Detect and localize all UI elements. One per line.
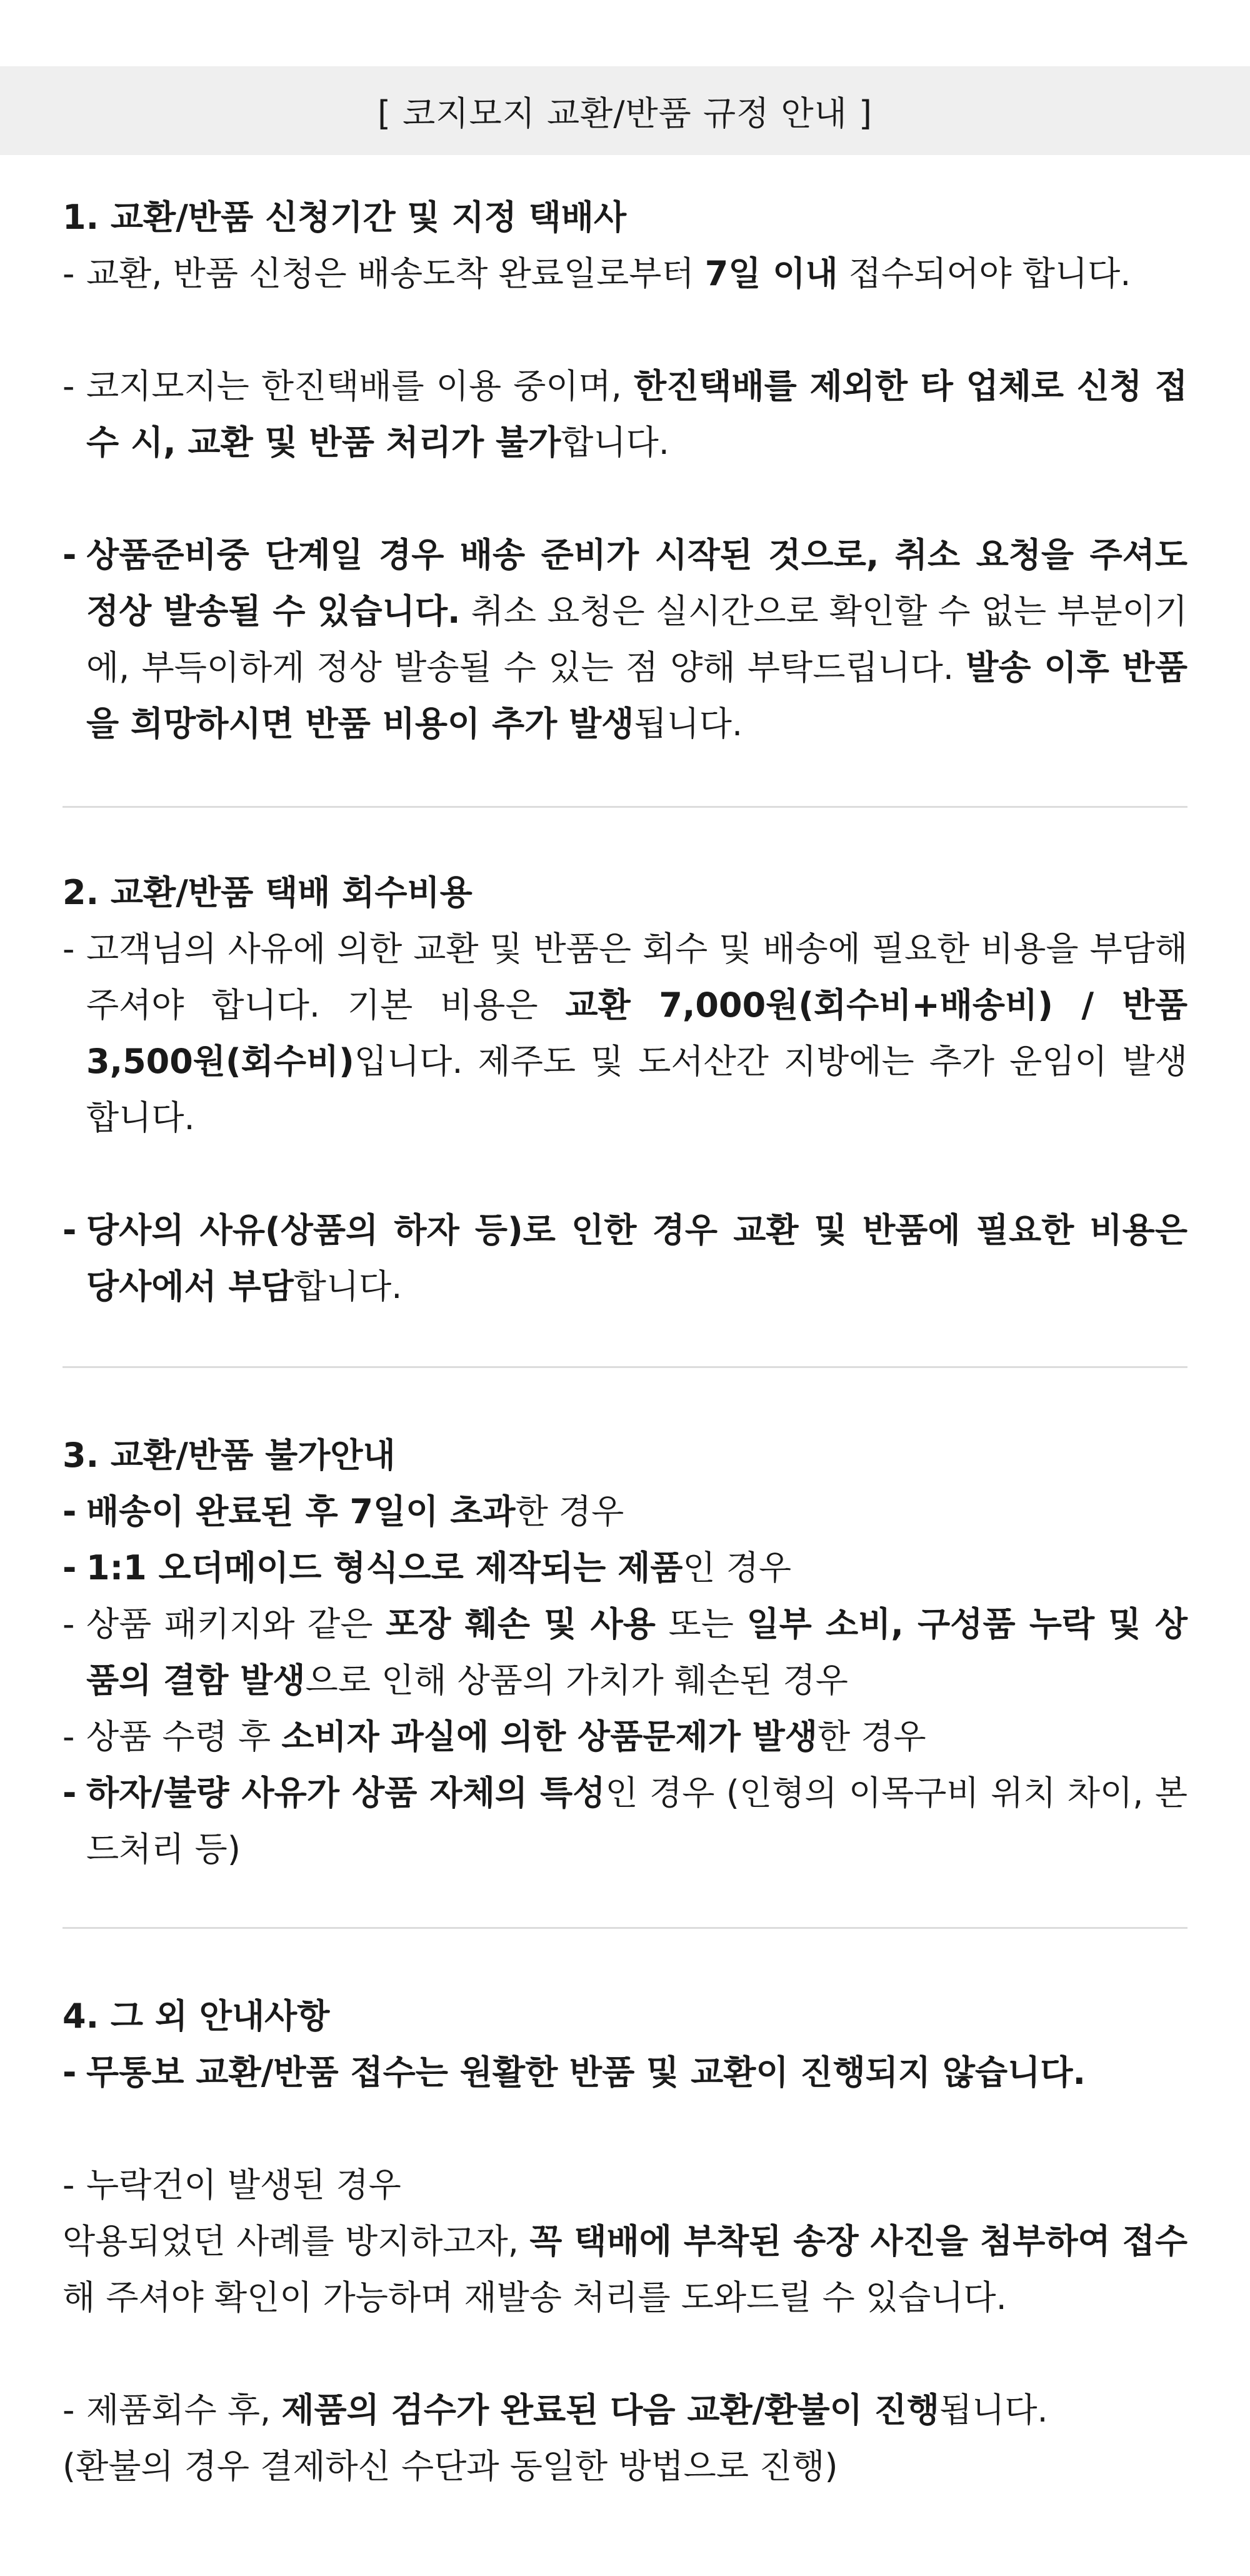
text-bold: 배송이 완료된 후 7일이 초과 bbox=[86, 1492, 516, 1531]
dash-marker: - bbox=[62, 1773, 77, 1813]
list-item bbox=[62, 1484, 1188, 1540]
dash-marker: - bbox=[62, 254, 75, 293]
dash-marker: - bbox=[62, 366, 75, 406]
divider bbox=[62, 1366, 1188, 1368]
text-span: 인 경우 bbox=[682, 1548, 792, 1587]
section-return-cost bbox=[62, 865, 1188, 1315]
text-bold: 1:1 오더메이드 형식으로 제작되는 제품 bbox=[86, 1548, 683, 1587]
dash-marker: - bbox=[62, 535, 77, 575]
text-bold: 하자/불량 사유가 상품 자체의 특성 bbox=[86, 1773, 606, 1813]
text-span: 상품 패키지와 같은 bbox=[86, 1604, 386, 1644]
section-title: 4. 그 외 안내사항 bbox=[62, 1996, 330, 2036]
divider bbox=[62, 1927, 1188, 1929]
text-span: 취소 요청은 실시간으로 확인할 수 없는 부분이기에, 부득이하게 정상 발송될 수 있는 점 양해 부탁드립니다. bbox=[86, 591, 1188, 687]
list-item bbox=[62, 1202, 1188, 1315]
text-span: 해 주셔야 확인이 가능하며 재발송 처리를 도와드릴 수 있습니다. bbox=[62, 2278, 1007, 2317]
text-span: 인 경우 (인형의 이목구비 위치 차이, 본드처리 등) bbox=[86, 1773, 1188, 1869]
list-item bbox=[62, 246, 1188, 302]
header-bar bbox=[0, 66, 1250, 155]
text-bold: 한진택배를 제외한 타 업체로 신청 접수 시, 교환 및 반품 처리가 불가 bbox=[86, 366, 1188, 462]
list-item bbox=[62, 1596, 1188, 1709]
list-item bbox=[62, 1540, 1188, 1596]
list-item bbox=[62, 2045, 1188, 2101]
text-bold: 7일 이내 bbox=[704, 254, 838, 293]
text-span: 제품회수 후, bbox=[86, 2390, 282, 2430]
text-span: (환불의 경우 결제하신 수단과 동일한 방법으로 진행) bbox=[62, 2447, 838, 2486]
text-span: 한 경우 bbox=[515, 1492, 624, 1531]
dash-marker: - bbox=[62, 929, 75, 969]
text-span: 교환, 반품 신청은 배송도착 완료일로부터 bbox=[86, 254, 705, 293]
list-item bbox=[62, 527, 1188, 752]
text-span: 입니다. 제주도 및 도서산간 지방에는 추가 운임이 발생합니다. bbox=[86, 1042, 1188, 1137]
text-bold: 교환 7,000원(회수비+배송비) / 반품 3,500원(회수비) bbox=[86, 985, 1188, 1081]
section-exchange-period bbox=[62, 189, 1188, 752]
text-bold: 제품의 검수가 완료된 다음 교환/환불이 진행 bbox=[281, 2390, 940, 2430]
paragraph bbox=[62, 2438, 1188, 2495]
text-span: 합니다. bbox=[293, 1267, 402, 1306]
section-title: 1. 교환/반품 신청기간 및 지정 택배사 bbox=[62, 198, 627, 237]
text-span: 됩니다. bbox=[939, 2390, 1048, 2430]
section-other-notes bbox=[62, 1988, 1188, 2495]
text-bold: 꼭 택배에 부착된 송장 사진을 첨부하여 접수 bbox=[529, 2221, 1188, 2261]
list-item bbox=[62, 2382, 1188, 2438]
text-span: 악용되었던 사례를 방지하고자, bbox=[62, 2221, 530, 2261]
list-item bbox=[62, 921, 1188, 1146]
section-not-allowed bbox=[62, 1427, 1188, 1878]
text-bold: 발송 이후 반품을 희망하시면 반품 비용이 추가 발생 bbox=[86, 648, 1188, 743]
dash-marker: - bbox=[62, 1717, 75, 1756]
paragraph bbox=[62, 2213, 1188, 2326]
text-bold: 무통보 교환/반품 접수는 원활한 반품 및 교환이 진행되지 않습니다. bbox=[86, 2053, 1086, 2092]
text-bold: 당사의 사유(상품의 하자 등)로 인한 경우 교환 및 반품에 필요한 비용은 당사에서 부담 bbox=[86, 1210, 1188, 1306]
text-span: 한 경우 bbox=[818, 1717, 926, 1756]
list-item bbox=[62, 1709, 1188, 1765]
list-item bbox=[62, 358, 1188, 471]
list-item bbox=[62, 1765, 1188, 1878]
dash-marker: - bbox=[62, 2053, 77, 2092]
divider bbox=[62, 806, 1188, 808]
dash-marker: - bbox=[62, 2165, 75, 2205]
text-span: 접수되어야 합니다. bbox=[838, 254, 1131, 293]
section-title: 2. 교환/반품 택배 회수비용 bbox=[62, 873, 472, 912]
text-span: 으로 인해 상품의 가치가 훼손된 경우 bbox=[305, 1661, 848, 1700]
text-span: 고객님의 사유에 의한 교환 및 반품은 회수 및 배송에 필요한 비용을 부담해 주셔야 합니다. 기본 비용은 bbox=[86, 929, 1188, 1025]
text-span: 됩니다. bbox=[634, 704, 743, 743]
text-bold: 일부 소비, 구성품 누락 및 상품의 결함 발생 bbox=[86, 1604, 1188, 1700]
text-span: 상품 수령 후 bbox=[86, 1717, 282, 1756]
dash-marker: - bbox=[62, 1548, 77, 1587]
dash-marker: - bbox=[62, 1210, 77, 1250]
text-span: 합니다. bbox=[561, 423, 669, 462]
dash-marker: - bbox=[62, 1492, 77, 1531]
dash-marker: - bbox=[62, 1604, 75, 1644]
page-title: [ 코지모지 교환/반품 규정 안내 ] bbox=[377, 93, 873, 133]
section-title: 3. 교환/반품 불가안내 bbox=[62, 1436, 396, 1475]
dash-marker: - bbox=[62, 2390, 75, 2430]
text-span: 또는 bbox=[655, 1604, 747, 1644]
text-span: 누락건이 발생된 경우 bbox=[86, 2165, 401, 2205]
text-bold: 소비자 과실에 의한 상품문제가 발생 bbox=[281, 1717, 818, 1756]
list-item bbox=[62, 2157, 1188, 2213]
text-bold: 상품준비중 단계일 경우 배송 준비가 시작된 것으로, 취소 요청을 주셔도 정상 발송될 수 있습니다. bbox=[86, 535, 1188, 631]
text-span: 코지모지는 한진택배를 이용 중이며, bbox=[86, 366, 634, 406]
text-bold: 포장 훼손 및 사용 bbox=[386, 1604, 656, 1644]
